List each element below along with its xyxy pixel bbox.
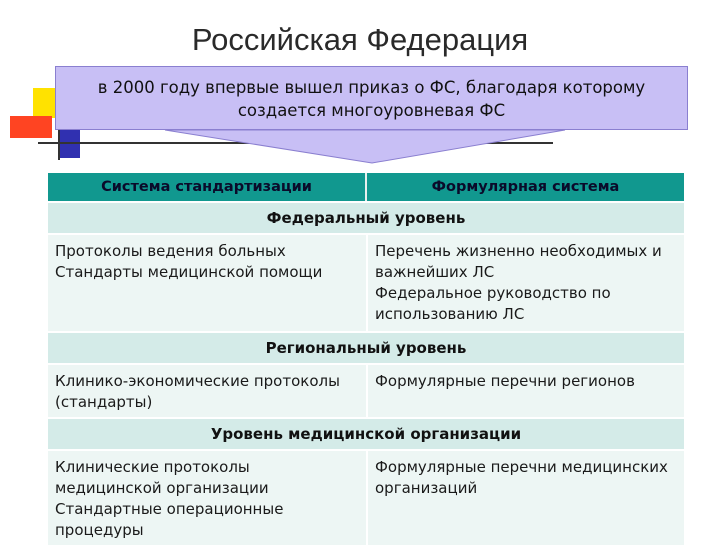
callout-line-2: создается многоуровневая ФС bbox=[237, 101, 506, 120]
table-header-row bbox=[48, 173, 684, 201]
level-label: Федеральный уровень bbox=[266, 209, 466, 227]
table-row bbox=[48, 233, 684, 331]
level-row-federal bbox=[48, 201, 684, 233]
cell-line: Стандарты медицинской помощи bbox=[55, 263, 323, 281]
cell-line: (стандарты) bbox=[55, 393, 153, 411]
column-header-standardization: Система стандартизации bbox=[48, 173, 367, 201]
table-row bbox=[48, 449, 684, 545]
level-label: Региональный уровень bbox=[265, 339, 467, 357]
level-row-regional bbox=[48, 331, 684, 363]
comparison-table bbox=[48, 173, 684, 545]
cell-line: Формулярные перечни регионов bbox=[375, 372, 635, 390]
cell-line: Клинико-экономические протоколы bbox=[55, 372, 340, 390]
table-cell-right bbox=[366, 365, 684, 417]
callout-line-1: в 2000 году впервые вышел приказ о ФС, благодаря которому bbox=[97, 78, 646, 97]
cell-line: процедуры bbox=[55, 521, 144, 539]
cell-line: Протоколы ведения больных bbox=[55, 242, 286, 260]
table-cell-left bbox=[48, 365, 366, 417]
cell-line: Клинические протоколы bbox=[55, 458, 250, 476]
cell-line: Перечень жизненно необходимых и bbox=[375, 242, 662, 260]
cell-line: медицинской организации bbox=[55, 479, 269, 497]
column-header-formulary: Формулярная система bbox=[431, 179, 620, 195]
table-cell-right bbox=[366, 235, 684, 331]
callout-box bbox=[55, 66, 688, 130]
page-title: Российская Федерация bbox=[191, 22, 529, 57]
cell-line: Федеральное руководство по bbox=[375, 284, 611, 302]
level-label: Уровень медицинской организации bbox=[210, 425, 522, 443]
cell-line: организаций bbox=[375, 479, 478, 497]
table-row bbox=[48, 363, 684, 417]
level-row-organization bbox=[48, 417, 684, 449]
table-cell-left bbox=[48, 451, 366, 545]
cell-line: Формулярные перечни медицинских bbox=[375, 458, 668, 476]
cell-line: важнейших ЛС bbox=[375, 263, 495, 281]
table-cell-right bbox=[366, 451, 684, 545]
table-cell-left bbox=[48, 235, 366, 331]
cell-line: использованию ЛС bbox=[375, 305, 525, 323]
cell-line: Стандартные операционные bbox=[55, 500, 284, 518]
